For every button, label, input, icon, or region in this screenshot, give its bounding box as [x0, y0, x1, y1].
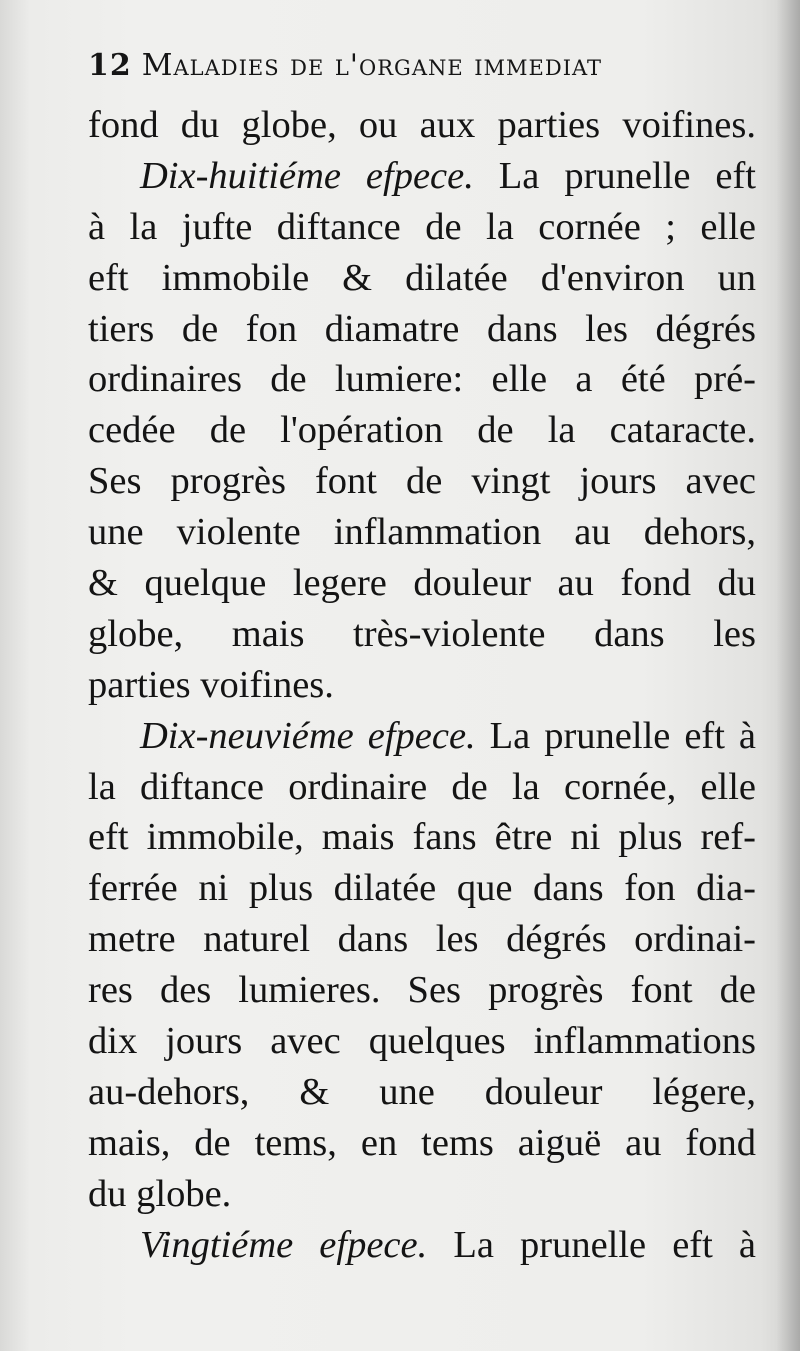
line-text: du globe. [88, 1172, 232, 1215]
line-text: ordinaires de lumiere: elle a été pré- [88, 358, 756, 401]
running-header [88, 48, 602, 83]
page-edge-shadow [776, 0, 800, 1351]
line-text: une violente inflammation au dehors, [88, 511, 756, 554]
text-line [88, 711, 756, 762]
text-line [88, 1118, 756, 1169]
text-line [88, 812, 756, 863]
line-text: & quelque legere douleur au fond du [88, 562, 756, 605]
line-text: La prunelle eft [473, 154, 756, 197]
text-line [88, 762, 756, 813]
species-heading: Dix-huitiéme efpece. [140, 154, 474, 197]
text-line [88, 558, 756, 609]
text-line [88, 507, 756, 558]
text-line [88, 863, 756, 914]
line-text: ferrée ni plus dilatée que dans fon dia- [88, 867, 756, 910]
line-text: à la jufte diftance de la cornée ; elle [88, 205, 756, 248]
text-line [88, 100, 756, 151]
line-text: la diftance ordinaire de la cornée, elle [88, 765, 756, 808]
body-text [88, 100, 756, 1270]
text-line [88, 456, 756, 507]
running-title: Maladies de l'organe immediat [141, 48, 603, 83]
text-line [88, 253, 756, 304]
text-line [88, 405, 756, 456]
line-text: La prunelle eft à [475, 714, 756, 757]
line-text: tiers de fon diamatre dans les dégrés [88, 307, 756, 350]
line-text: au-dehors, & une douleur légere, [88, 1070, 756, 1113]
text-line [88, 304, 756, 355]
line-text: dix jours avec quelques inflammations [88, 1020, 756, 1063]
line-text: eft immobile, mais fans être ni plus ref- [88, 816, 756, 859]
line-text: Ses progrès font de vingt jours avec [88, 460, 756, 503]
text-line [88, 914, 756, 965]
text-line [88, 965, 756, 1016]
text-line [88, 609, 756, 660]
species-heading: Dix-neuviéme efpece. [140, 714, 476, 757]
line-text: eft immobile & dilatée d'environ un [88, 256, 756, 299]
line-text: globe, mais très-violente dans les [88, 612, 756, 655]
text-line [88, 1169, 756, 1220]
text-line [88, 1220, 756, 1271]
page-number: 12 [88, 48, 132, 83]
text-line [88, 1067, 756, 1118]
text-line [88, 354, 756, 405]
text-line [88, 1016, 756, 1067]
line-text: parties voifines. [88, 663, 334, 706]
line-text: metre naturel dans les dégrés ordinai- [88, 918, 756, 961]
line-text: cedée de l'opération de la cataracte. [88, 409, 756, 452]
text-line [88, 660, 756, 711]
text-line [88, 151, 756, 202]
line-text: mais, de tems, en tems aiguë au fond [88, 1121, 756, 1164]
species-heading: Vingtiéme efpece. [140, 1223, 428, 1266]
line-text: res des lumieres. Ses progrès font de [88, 969, 756, 1012]
line-text: fond du globe, ou aux parties voifines. [88, 104, 756, 146]
line-text: La prunelle eft à [427, 1223, 756, 1266]
text-line [88, 202, 756, 253]
